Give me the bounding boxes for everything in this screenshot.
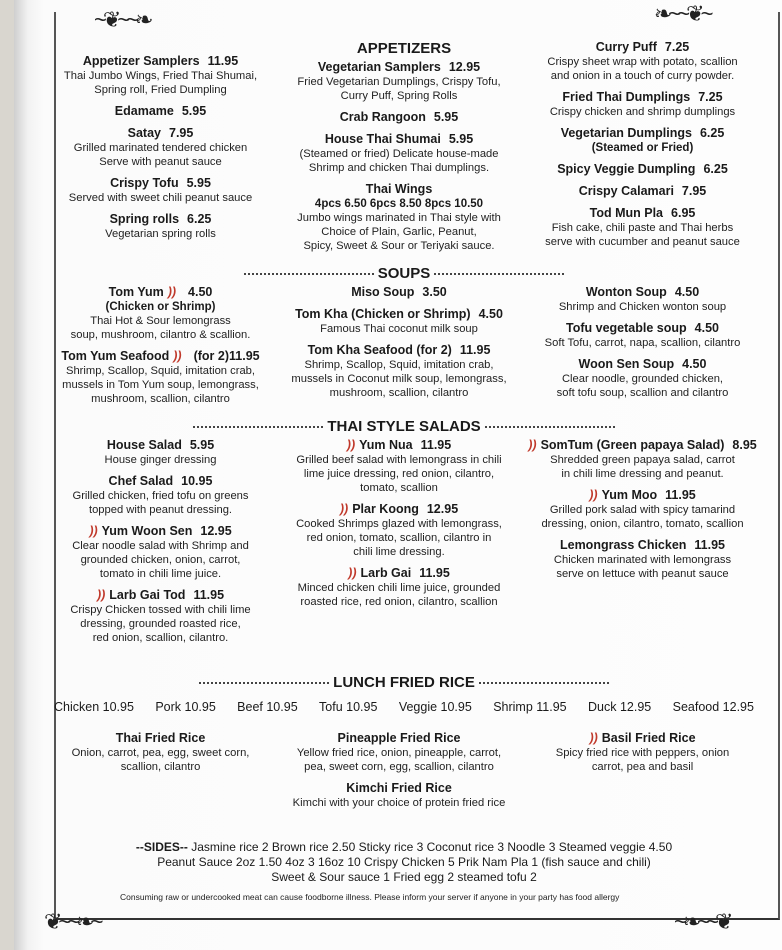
chili-pepper-icon: )) bbox=[589, 731, 598, 745]
item-title bbox=[525, 538, 760, 553]
section-sides bbox=[48, 840, 760, 885]
section-heading: APPETIZERS bbox=[356, 40, 452, 57]
item-price: 4.50 bbox=[674, 285, 700, 299]
item-title bbox=[279, 307, 519, 322]
item-description: Soft Tofu, carrot, napa, scallion, cilantro bbox=[544, 337, 741, 349]
item-description: chili lime dressing. bbox=[353, 546, 445, 558]
item-price: 11.95 bbox=[207, 54, 239, 68]
section-soups bbox=[48, 265, 760, 413]
item-description: red onion, tomato, scallion, cilantro in bbox=[306, 532, 492, 544]
item-description: tomato, scallion bbox=[360, 482, 438, 494]
menu-item bbox=[279, 132, 519, 175]
ornament-bottom-left-icon: ❦~~❧~ bbox=[44, 909, 100, 934]
item-name: Fried Thai Dumplings bbox=[562, 90, 691, 104]
item-title bbox=[48, 285, 273, 300]
menu-item bbox=[48, 212, 273, 241]
item-description: serve with cucumber and peanut sauce bbox=[545, 236, 740, 248]
item-name: Satay bbox=[127, 126, 161, 140]
item-title bbox=[279, 182, 519, 197]
menu-column bbox=[279, 285, 519, 413]
section-fried-rice bbox=[48, 674, 760, 817]
item-name: Yum Moo bbox=[601, 488, 658, 502]
item-description: Served with sweet chili peanut sauce bbox=[68, 192, 253, 204]
item-name: Spicy Veggie Dumpling bbox=[557, 162, 696, 176]
item-name: Basil Fried Rice bbox=[601, 731, 696, 745]
item-description: soft tofu soup, scallion and cilantro bbox=[556, 387, 729, 399]
item-subtitle: (Steamed or Fried) bbox=[591, 142, 694, 154]
item-title bbox=[48, 731, 273, 746]
menu-item bbox=[525, 285, 760, 314]
section-heading bbox=[48, 674, 760, 692]
item-description: mushroom, scallion, cilantro bbox=[91, 393, 230, 405]
item-name: Vegetarian Samplers bbox=[317, 60, 441, 74]
item-price: 3.50 bbox=[422, 285, 447, 299]
item-description: Shrimp, Scallop, Squid, imitation crab, bbox=[304, 359, 494, 371]
chili-pepper-icon: )) bbox=[167, 285, 177, 299]
menu-item bbox=[279, 731, 519, 774]
menu-item bbox=[525, 488, 760, 531]
protein-price: Seafood 12.95 bbox=[672, 700, 754, 714]
menu-item bbox=[525, 184, 760, 199]
menu-item bbox=[48, 524, 273, 581]
item-name: SomTum (Green papaya Salad) bbox=[540, 438, 725, 452]
protein-price: Duck 12.95 bbox=[588, 700, 652, 714]
item-price: 7.95 bbox=[681, 184, 707, 198]
menu-item bbox=[525, 162, 760, 177]
item-description: Cooked Shrimps glazed with lemongrass, bbox=[296, 518, 502, 530]
item-description: carrot, pea and basil bbox=[591, 761, 694, 773]
item-price: 4.50 bbox=[694, 321, 719, 335]
section-heading bbox=[48, 265, 760, 283]
item-price: 5.95 bbox=[433, 110, 459, 124]
menu-item bbox=[48, 104, 273, 119]
menu-item bbox=[279, 781, 519, 810]
item-name: Tom Yum bbox=[108, 285, 164, 299]
item-title bbox=[279, 502, 519, 517]
item-description: Clear noodle, grounded chicken, bbox=[561, 373, 724, 385]
item-title bbox=[48, 524, 273, 539]
item-name: Tom Kha Seafood (for 2) bbox=[307, 343, 452, 357]
protein-price: Pork 10.95 bbox=[155, 700, 216, 714]
item-description: Spicy, Sweet & Sour or Teriyaki sauce. bbox=[303, 240, 495, 252]
item-title bbox=[279, 132, 519, 147]
protein-price: Shrimp 11.95 bbox=[493, 700, 567, 714]
item-title bbox=[525, 321, 760, 336]
item-title bbox=[525, 162, 760, 177]
menu-item bbox=[525, 438, 760, 481]
item-name: Lemongrass Chicken bbox=[559, 538, 687, 552]
item-description: mussels in Coconut milk soup, lemongrass, bbox=[291, 373, 507, 385]
chili-pepper-icon: )) bbox=[346, 438, 356, 452]
chili-pepper-icon: )) bbox=[348, 566, 357, 580]
item-title bbox=[525, 206, 760, 221]
item-price: 12.95 bbox=[448, 60, 481, 74]
item-title bbox=[48, 438, 273, 453]
protein-price: Veggie 10.95 bbox=[398, 700, 472, 714]
item-name: Woon Sen Soup bbox=[578, 357, 675, 371]
menu-item bbox=[525, 357, 760, 400]
item-price: 4.50 bbox=[188, 285, 213, 299]
item-subtitle: 4pcs 6.50 6pcs 8.50 8pcs 10.50 bbox=[314, 198, 484, 210]
item-title bbox=[279, 438, 519, 453]
item-title bbox=[279, 285, 519, 300]
item-description: Onion, carrot, pea, egg, sweet corn, bbox=[71, 747, 250, 759]
item-name: Tom Yum Seafood bbox=[61, 349, 170, 363]
item-description: Grilled marinated tendered chicken bbox=[73, 142, 248, 154]
menu-column bbox=[279, 40, 519, 260]
item-title bbox=[48, 588, 273, 603]
item-description: scallion, cilantro bbox=[120, 761, 201, 773]
item-price: 11.95 bbox=[419, 566, 450, 580]
item-name: Larb Gai bbox=[360, 566, 412, 580]
item-price: 6.25 bbox=[703, 162, 728, 176]
item-description: Crispy chicken and shrimp dumplings bbox=[549, 106, 736, 118]
item-name: Plar Koong bbox=[352, 502, 419, 516]
menu-item bbox=[525, 90, 760, 119]
item-name: Yum Nua bbox=[359, 438, 413, 452]
item-description: soup, mushroom, cilantro & scallion. bbox=[70, 329, 251, 341]
item-description: Thai Jumbo Wings, Fried Thai Shumai, bbox=[63, 70, 258, 82]
chili-pepper-icon: )) bbox=[589, 488, 598, 502]
item-description: tomato in chili lime juice. bbox=[99, 568, 222, 580]
item-description: lime juice dressing, red onion, cilantro, bbox=[303, 468, 495, 480]
ornament-top-left-icon: ~❦~~❧ bbox=[94, 7, 150, 32]
section-appetizers bbox=[48, 40, 760, 260]
menu-item bbox=[525, 538, 760, 581]
item-description: Shrimp and chicken Thai dumplings. bbox=[308, 162, 490, 174]
menu-item bbox=[48, 438, 273, 467]
item-price: 4.50 bbox=[478, 307, 503, 321]
item-description: mussels in Tom Yum soup, lemongrass, bbox=[62, 379, 259, 391]
item-name: Wonton Soup bbox=[585, 285, 667, 299]
item-price: 6.25 bbox=[699, 126, 725, 140]
item-name: Vegetarian Dumplings bbox=[560, 126, 692, 140]
item-description: Kimchi with your choice of protein fried rice bbox=[292, 797, 506, 809]
item-name: House Thai Shumai bbox=[324, 132, 441, 146]
menu-item bbox=[48, 176, 273, 205]
item-price: 12.95 bbox=[200, 524, 232, 538]
item-name: Edamame bbox=[114, 104, 174, 118]
item-price: 11.95 bbox=[193, 588, 225, 602]
section-title: LUNCH FRIED RICE bbox=[333, 674, 475, 691]
item-description: in chili lime dressing and peanut. bbox=[561, 468, 724, 480]
menu-item bbox=[279, 110, 519, 125]
item-description: Choice of Plain, Garlic, Peanut, bbox=[321, 226, 477, 238]
menu-item bbox=[279, 307, 519, 336]
item-title bbox=[525, 90, 760, 105]
item-title bbox=[279, 60, 519, 75]
item-description: Grilled pork salad with spicy tamarind bbox=[549, 504, 736, 516]
item-name: Crispy Calamari bbox=[578, 184, 674, 198]
menu-item bbox=[279, 60, 519, 103]
item-name: Chef Salad bbox=[108, 474, 174, 488]
item-price: 7.95 bbox=[169, 126, 194, 140]
item-title bbox=[525, 438, 760, 453]
item-subtitle: (Chicken or Shrimp) bbox=[105, 301, 216, 313]
item-title bbox=[48, 474, 273, 489]
item-description: serve on lettuce with peanut sauce bbox=[556, 568, 729, 580]
menu-item bbox=[525, 206, 760, 249]
item-title bbox=[48, 126, 273, 141]
food-safety-disclaimer: Consuming raw or undercooked meat can cause foodborne illness. Please inform your server if anyone in your party has food allergy bbox=[120, 892, 620, 902]
item-description: Thai Hot & Sour lemongrass bbox=[90, 315, 231, 327]
sides-text: Jasmine rice 2 Brown rice 2.50 Sticky rice 3 Coconut rice 3 Noodle 3 Steamed veggie 4.50 bbox=[191, 840, 673, 854]
ornament-top-right-icon: ❧~~❦~ bbox=[654, 1, 710, 26]
item-price: 5.95 bbox=[181, 104, 207, 118]
item-title bbox=[525, 184, 760, 199]
item-title bbox=[279, 110, 519, 125]
menu-column bbox=[525, 438, 760, 652]
item-description: Jumbo wings marinated in Thai style with bbox=[297, 212, 501, 224]
menu-item bbox=[525, 40, 760, 83]
menu-item bbox=[279, 285, 519, 300]
section-salads bbox=[48, 418, 760, 652]
item-description: mushroom, scallion, cilantro bbox=[329, 387, 469, 399]
item-description: Vegetarian spring rolls bbox=[105, 228, 216, 240]
item-description: Fish cake, chili paste and Thai herbs bbox=[551, 222, 734, 234]
item-description: Curry Puff, Spring Rolls bbox=[340, 90, 458, 102]
item-price: 11.95 bbox=[694, 538, 726, 552]
item-name: Crispy Tofu bbox=[110, 176, 179, 190]
item-description: Grilled chicken, fried tofu on greens bbox=[72, 490, 249, 502]
menu-item bbox=[48, 126, 273, 169]
item-title bbox=[525, 40, 760, 55]
item-price: 6.95 bbox=[671, 206, 696, 220]
item-name: Larb Gai Tod bbox=[109, 588, 186, 602]
item-name: Kimchi Fried Rice bbox=[346, 781, 452, 795]
item-description: topped with peanut dressing. bbox=[88, 504, 233, 516]
protein-price: Tofu 10.95 bbox=[319, 700, 378, 714]
item-name: Thai Fried Rice bbox=[115, 731, 206, 745]
menu-column bbox=[279, 731, 519, 817]
item-title bbox=[48, 104, 273, 119]
chili-pepper-icon: )) bbox=[173, 349, 182, 363]
item-title bbox=[525, 488, 760, 503]
item-price: 7.25 bbox=[698, 90, 723, 104]
item-description: Minced chicken chili lime juice, grounded bbox=[297, 582, 501, 594]
item-price: 5.95 bbox=[448, 132, 474, 146]
sides-line: Peanut Sauce 2oz 1.50 4oz 3 16oz 10 Crispy Chicken 5 Prik Nam Pla 1 (fish sauce and chili) bbox=[157, 855, 651, 869]
ornament-bottom-right-icon: ~❧~~❦ bbox=[674, 909, 730, 934]
item-description: House ginger dressing bbox=[104, 454, 217, 466]
item-description: Grilled beef salad with lemongrass in chili bbox=[296, 454, 502, 466]
item-description: dressing, onion, cilantro, tomato, scallion bbox=[541, 518, 744, 530]
item-name: Yum Woon Sen bbox=[101, 524, 193, 538]
menu-column bbox=[48, 731, 273, 817]
item-description: Spring roll, Fried Dumpling bbox=[94, 84, 227, 96]
chili-pepper-icon: )) bbox=[96, 588, 106, 602]
item-name: Crab Rangoon bbox=[339, 110, 426, 124]
item-price: 5.95 bbox=[186, 176, 211, 190]
item-name: Miso Soup bbox=[351, 285, 415, 299]
item-name: Thai Wings bbox=[365, 182, 433, 196]
item-price: (for 2)11.95 bbox=[193, 349, 260, 363]
item-description: Fried Vegetarian Dumplings, Crispy Tofu, bbox=[297, 76, 501, 88]
item-title bbox=[279, 731, 519, 746]
chili-pepper-icon: )) bbox=[339, 502, 349, 516]
protein-price: Chicken 10.95 bbox=[54, 700, 134, 714]
menu-item bbox=[525, 126, 760, 155]
item-title bbox=[525, 285, 760, 300]
item-description: Chicken marinated with lemongrass bbox=[553, 554, 732, 566]
menu-item bbox=[48, 54, 273, 97]
item-description: Crispy Chicken tossed with chili lime bbox=[70, 604, 251, 616]
item-name: Tom Kha (Chicken or Shrimp) bbox=[295, 307, 471, 321]
section-title: THAI STYLE SALADS bbox=[327, 418, 481, 435]
menu-column bbox=[279, 438, 519, 652]
item-price: 7.25 bbox=[664, 40, 690, 54]
item-description: Shredded green papaya salad, carrot bbox=[550, 454, 735, 466]
item-name: Tofu vegetable soup bbox=[566, 321, 687, 335]
item-title bbox=[48, 212, 273, 227]
item-description: and onion in a touch of curry powder. bbox=[550, 70, 735, 82]
item-description: Crispy sheet wrap with potato, scallion bbox=[547, 56, 738, 68]
item-name: House Salad bbox=[106, 438, 182, 452]
menu-item bbox=[525, 731, 760, 774]
menu-column bbox=[48, 40, 273, 260]
protein-price: Beef 10.95 bbox=[237, 700, 298, 714]
menu-item bbox=[48, 588, 273, 645]
item-description: Shrimp and Chicken wonton soup bbox=[558, 301, 727, 313]
menu-item bbox=[279, 182, 519, 253]
item-description: (Steamed or fried) Delicate house-made bbox=[299, 148, 499, 160]
item-description: Clear noodle salad with Shrimp and bbox=[72, 540, 249, 552]
chili-pepper-icon: )) bbox=[528, 438, 537, 452]
menu-column bbox=[525, 40, 760, 260]
item-price: 11.95 bbox=[420, 438, 452, 452]
sides-label: --SIDES-- bbox=[135, 840, 188, 854]
item-title bbox=[48, 176, 273, 191]
section-heading bbox=[48, 418, 760, 436]
menu-item bbox=[279, 566, 519, 609]
menu-column bbox=[525, 731, 760, 817]
item-price: 12.95 bbox=[426, 502, 459, 516]
item-name: Pineapple Fried Rice bbox=[337, 731, 461, 745]
menu-item bbox=[48, 474, 273, 517]
item-title bbox=[525, 357, 760, 372]
item-price: 8.95 bbox=[732, 438, 757, 452]
item-description: roasted rice, red onion, cilantro, scallion bbox=[300, 596, 498, 608]
item-price: 6.25 bbox=[187, 212, 212, 226]
item-title bbox=[48, 349, 273, 364]
item-price: 10.95 bbox=[181, 474, 213, 488]
item-description: Yellow fried rice, onion, pineapple, carrot, bbox=[296, 747, 502, 759]
item-description: Spicy fried rice with peppers, onion bbox=[555, 747, 730, 759]
protein-price-list bbox=[54, 700, 754, 715]
item-description: red onion, scallion, cilantro. bbox=[92, 632, 229, 644]
menu-item bbox=[48, 285, 273, 342]
menu-column bbox=[525, 285, 760, 413]
item-description: Shrimp, Scallop, Squid, imitation crab, bbox=[65, 365, 256, 377]
item-name: Curry Puff bbox=[595, 40, 657, 54]
menu-item bbox=[48, 731, 273, 774]
menu-item bbox=[279, 438, 519, 495]
item-title bbox=[279, 343, 519, 358]
menu-column bbox=[48, 438, 273, 652]
menu-item bbox=[525, 321, 760, 350]
chili-pepper-icon: )) bbox=[89, 524, 98, 538]
item-price: 11.95 bbox=[459, 343, 491, 357]
item-title bbox=[48, 54, 273, 69]
menu-item bbox=[279, 343, 519, 400]
item-price: 4.50 bbox=[682, 357, 707, 371]
menu-item bbox=[279, 502, 519, 559]
sides-line bbox=[48, 840, 760, 855]
item-description: Famous Thai coconut milk soup bbox=[320, 323, 478, 335]
item-price: 11.95 bbox=[665, 488, 696, 502]
item-description: dressing, grounded roasted rice, bbox=[80, 618, 241, 630]
menu-column bbox=[48, 285, 273, 413]
item-title bbox=[525, 731, 760, 746]
item-name: Spring rolls bbox=[109, 212, 180, 226]
item-name: Tod Mun Pla bbox=[589, 206, 664, 220]
item-description: pea, sweet corn, egg, scallion, cilantro bbox=[304, 761, 494, 773]
item-price: 5.95 bbox=[189, 438, 215, 452]
item-title bbox=[279, 781, 519, 796]
item-title bbox=[279, 566, 519, 581]
sides-line: Sweet & Sour sauce 1 Fried egg 2 steamed tofu 2 bbox=[271, 870, 537, 884]
item-description: grounded chicken, onion, carrot, bbox=[80, 554, 241, 566]
section-title: SOUPS bbox=[377, 265, 431, 282]
item-description: Serve with peanut sauce bbox=[99, 156, 222, 168]
item-title bbox=[525, 126, 760, 141]
menu-item bbox=[48, 349, 273, 406]
item-name: Appetizer Samplers bbox=[82, 54, 200, 68]
